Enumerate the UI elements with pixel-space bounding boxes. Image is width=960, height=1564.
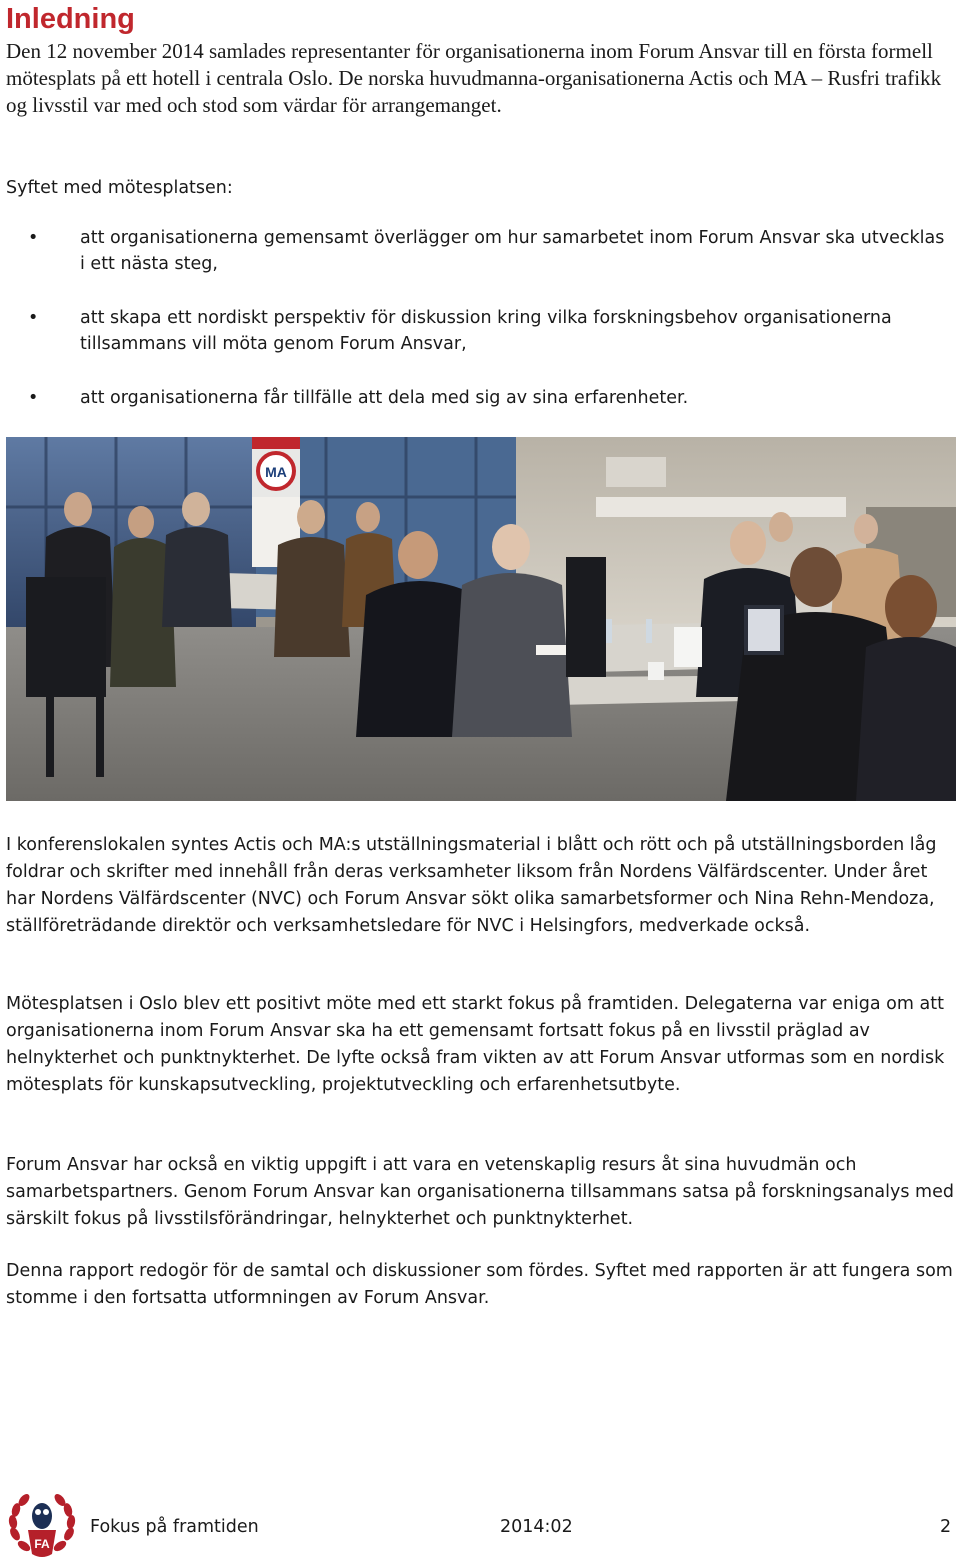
bullet-icon: • (28, 388, 39, 408)
intro-paragraph: Den 12 november 2014 samlades representanter för organisationerna inom Forum Ansvar till en första formell mötesplats på ett hotell i centrala Oslo. De norska huvudmanna-organisationerna Actis och MA – Rusfri trafikk og livsstil var med och stod som värdar för arrangemanget. (6, 39, 942, 117)
list-item (0, 385, 960, 411)
list-item-text: att skapa ett nordiskt perspektiv för diskussion kring vilka forskningsbehov organisationerna tillsammans vill möta genom Forum Ansvar, (80, 308, 892, 354)
purpose-list (0, 225, 960, 439)
footer-issue: 2014:02 (500, 1517, 573, 1537)
conference-photo-illustration (6, 437, 956, 801)
list-item (0, 225, 960, 277)
page-footer (0, 1490, 960, 1564)
banner-logo-text: MA (265, 464, 287, 480)
footer-logo-text: FA (34, 1537, 50, 1551)
list-item (0, 305, 960, 357)
forum-ansvar-logo (6, 1490, 78, 1562)
purpose-heading: Syftet med mötesplatsen: (6, 178, 233, 198)
body-paragraph: Denna rapport redogör för de samtal och diskussioner som fördes. Syftet med rapporten är att fungera som stomme i den fortsatta utformningen av Forum Ansvar. (6, 1261, 953, 1308)
list-item-text: att organisationerna gemensamt överlägger om hur samarbetet inom Forum Ansvar ska utvecklas i ett nästa steg, (80, 228, 945, 274)
footer-title: Fokus på framtiden (90, 1517, 259, 1537)
bullet-icon: • (28, 308, 39, 328)
body-paragraph: I konferenslokalen syntes Actis och MA:s utställningsmaterial i blått och rött och på utställningsborden låg foldrar och skrifter med innehåll från deras verksamheter liksom från Nordens Välfärdscenter. Under året har Nordens Välfärdscenter (NVC) och Forum Ansvar sökt olika samarbetsformer och Nina Rehn-Mendoza, ställföreträdande direktör och verksamhetsledare för NVC i Helsingfors, medverkade också. (6, 835, 937, 936)
list-item-text: att organisationerna får tillfälle att dela med sig av sina erfarenheter. (80, 388, 689, 408)
page-title: Inledning (6, 3, 135, 35)
body-paragraph: Forum Ansvar har också en viktig uppgift i att vara en vetenskaplig resurs åt sina huvudmän och samarbetspartners. Genom Forum Ansvar kan organisationerna tillsammans satsa på forskningsanalys med särskilt fokus på livsstilsförändringar, helnykterhet och punktnykterhet. (6, 1155, 954, 1229)
conference-photo (6, 437, 956, 801)
bullet-icon: • (28, 228, 39, 248)
page-number: 2 (940, 1517, 952, 1537)
body-paragraph: Mötesplatsen i Oslo blev ett positivt möte med ett starkt fokus på framtiden. Delegaterna var eniga om att organisationerna inom Forum Ansvar ska ha ett gemensamt fortsatt fokus på en livsstil präglad av helnykterhet och punktnykterhet. De lyfte också fram vikten av att Forum Ansvar utformas som en nordisk mötesplats för kunskapsutveckling, projektutveckling och erfarenhetsutbyte. (6, 994, 945, 1095)
